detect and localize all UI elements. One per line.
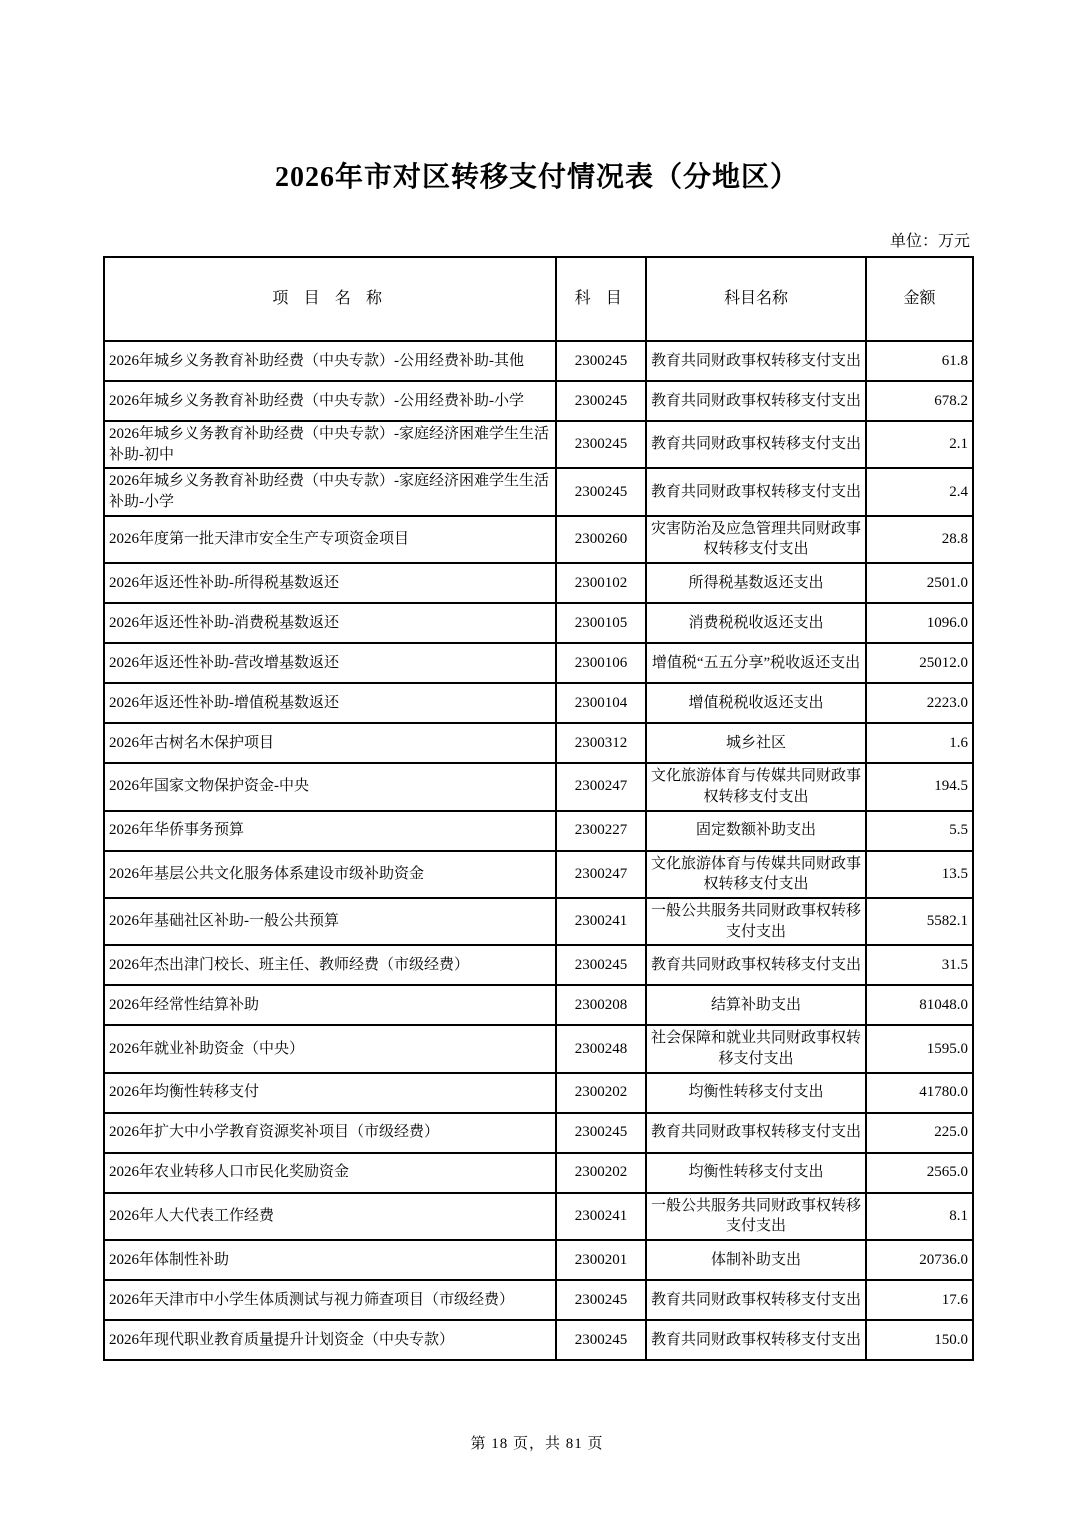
table-row: [104, 1073, 973, 1113]
table-row: [104, 723, 973, 763]
cell-subject-code: 2300202: [556, 1153, 646, 1193]
cell-amount: 1.6: [866, 723, 973, 763]
cell-amount: 2.1: [866, 421, 973, 468]
cell-amount: 25012.0: [866, 643, 973, 683]
cell-subject-code: 2300202: [556, 1073, 646, 1113]
table-row: [104, 985, 973, 1025]
cell-project-name: 2026年国家文物保护资金-中央: [104, 763, 556, 810]
table-row: [104, 851, 973, 898]
cell-subject-name: 增值税“五五分享”税收返还支出: [646, 643, 866, 683]
header-subject-code: 科 目: [556, 257, 646, 341]
header-subject-name: 科目名称: [646, 257, 866, 341]
cell-subject-code: 2300227: [556, 811, 646, 851]
cell-amount: 31.5: [866, 945, 973, 985]
cell-subject-code: 2300245: [556, 1280, 646, 1320]
cell-project-name: 2026年城乡义务教育补助经费（中央专款）-公用经费补助-小学: [104, 381, 556, 421]
cell-project-name: 2026年就业补助资金（中央）: [104, 1025, 556, 1072]
cell-amount: 17.6: [866, 1280, 973, 1320]
cell-project-name: 2026年返还性补助-增值税基数返还: [104, 683, 556, 723]
cell-amount: 2501.0: [866, 563, 973, 603]
cell-subject-code: 2300104: [556, 683, 646, 723]
table-row: [104, 1193, 973, 1240]
cell-subject-code: 2300247: [556, 851, 646, 898]
cell-subject-code: 2300245: [556, 421, 646, 468]
table-row: [104, 1025, 973, 1072]
cell-project-name: 2026年基础社区补助-一般公共预算: [104, 898, 556, 945]
cell-amount: 678.2: [866, 381, 973, 421]
cell-project-name: 2026年返还性补助-营改增基数返还: [104, 643, 556, 683]
cell-subject-code: 2300245: [556, 468, 646, 515]
table-row: [104, 516, 973, 563]
table-row: [104, 763, 973, 810]
table-row: [104, 341, 973, 381]
cell-amount: 61.8: [866, 341, 973, 381]
cell-subject-name: 社会保障和就业共同财政事权转移支付支出: [646, 1025, 866, 1072]
table-row: [104, 1280, 973, 1320]
cell-amount: 20736.0: [866, 1240, 973, 1280]
table-row: [104, 563, 973, 603]
cell-amount: 2223.0: [866, 683, 973, 723]
cell-project-name: 2026年古树名木保护项目: [104, 723, 556, 763]
table-body: [104, 341, 973, 1360]
cell-subject-code: 2300106: [556, 643, 646, 683]
cell-project-name: 2026年城乡义务教育补助经费（中央专款）-家庭经济困难学生生活补助-初中: [104, 421, 556, 468]
cell-subject-name: 教育共同财政事权转移支付支出: [646, 1280, 866, 1320]
cell-project-name: 2026年城乡义务教育补助经费（中央专款）-公用经费补助-其他: [104, 341, 556, 381]
cell-subject-code: 2300245: [556, 1320, 646, 1360]
transfer-payment-table: [103, 256, 974, 1361]
cell-subject-code: 2300245: [556, 381, 646, 421]
cell-subject-code: 2300201: [556, 1240, 646, 1280]
cell-subject-code: 2300105: [556, 603, 646, 643]
table-area: [103, 228, 972, 1361]
cell-amount: 194.5: [866, 763, 973, 810]
cell-project-name: 2026年基层公共文化服务体系建设市级补助资金: [104, 851, 556, 898]
table-row: [104, 945, 973, 985]
cell-project-name: 2026年华侨事务预算: [104, 811, 556, 851]
cell-subject-code: 2300260: [556, 516, 646, 563]
cell-subject-name: 教育共同财政事权转移支付支出: [646, 468, 866, 515]
cell-subject-name: 增值税税收返还支出: [646, 683, 866, 723]
unit-label: 单位：万元: [889, 233, 970, 250]
cell-project-name: 2026年杰出津门校长、班主任、教师经费（市级经费）: [104, 945, 556, 985]
cell-subject-code: 2300312: [556, 723, 646, 763]
cell-project-name: 2026年农业转移人口市民化奖励资金: [104, 1153, 556, 1193]
table-row: [104, 603, 973, 643]
table-row: [104, 468, 973, 515]
cell-amount: 28.8: [866, 516, 973, 563]
table-row: [104, 381, 973, 421]
page-title: 2026年市对区转移支付情况表（分地区）: [274, 162, 799, 193]
table-row: [104, 811, 973, 851]
cell-subject-name: 教育共同财政事权转移支付支出: [646, 1320, 866, 1360]
cell-subject-name: 文化旅游体育与传媒共同财政事权转移支付支出: [646, 763, 866, 810]
cell-project-name: 2026年均衡性转移支付: [104, 1073, 556, 1113]
cell-amount: 5.5: [866, 811, 973, 851]
cell-subject-name: 教育共同财政事权转移支付支出: [646, 381, 866, 421]
table-row: [104, 1240, 973, 1280]
cell-amount: 8.1: [866, 1193, 973, 1240]
cell-amount: 2565.0: [866, 1153, 973, 1193]
cell-project-name: 2026年现代职业教育质量提升计划资金（中央专款）: [104, 1320, 556, 1360]
cell-subject-name: 教育共同财政事权转移支付支出: [646, 341, 866, 381]
cell-subject-name: 教育共同财政事权转移支付支出: [646, 1113, 866, 1153]
cell-project-name: 2026年人大代表工作经费: [104, 1193, 556, 1240]
table-row: [104, 643, 973, 683]
cell-project-name: 2026年城乡义务教育补助经费（中央专款）-家庭经济困难学生生活补助-小学: [104, 468, 556, 515]
cell-subject-name: 均衡性转移支付支出: [646, 1153, 866, 1193]
cell-subject-code: 2300247: [556, 763, 646, 810]
cell-subject-code: 2300248: [556, 1025, 646, 1072]
cell-subject-code: 2300102: [556, 563, 646, 603]
cell-amount: 13.5: [866, 851, 973, 898]
cell-subject-code: 2300241: [556, 898, 646, 945]
cell-amount: 1595.0: [866, 1025, 973, 1072]
cell-subject-code: 2300245: [556, 945, 646, 985]
cell-amount: 81048.0: [866, 985, 973, 1025]
cell-amount: 5582.1: [866, 898, 973, 945]
cell-subject-name: 所得税基数返还支出: [646, 563, 866, 603]
cell-amount: 2.4: [866, 468, 973, 515]
cell-project-name: 2026年经常性结算补助: [104, 985, 556, 1025]
cell-subject-name: 均衡性转移支付支出: [646, 1073, 866, 1113]
page-number: 第 18 页，共 81 页: [470, 1436, 604, 1452]
cell-subject-name: 消费税税收返还支出: [646, 603, 866, 643]
cell-project-name: 2026年返还性补助-消费税基数返还: [104, 603, 556, 643]
cell-subject-code: 2300245: [556, 341, 646, 381]
cell-project-name: 2026年扩大中小学教育资源奖补项目（市级经费）: [104, 1113, 556, 1153]
cell-subject-name: 灾害防治及应急管理共同财政事权转移支付支出: [646, 516, 866, 563]
cell-subject-name: 教育共同财政事权转移支付支出: [646, 945, 866, 985]
cell-amount: 225.0: [866, 1113, 973, 1153]
table-row: [104, 683, 973, 723]
table-row: [104, 898, 973, 945]
cell-subject-code: 2300208: [556, 985, 646, 1025]
cell-subject-name: 文化旅游体育与传媒共同财政事权转移支付支出: [646, 851, 866, 898]
header-project-name: 项 目 名 称: [104, 257, 556, 341]
table-row: [104, 1113, 973, 1153]
table-row: [104, 1153, 973, 1193]
cell-project-name: 2026年度第一批天津市安全生产专项资金项目: [104, 516, 556, 563]
cell-project-name: 2026年天津市中小学生体质测试与视力筛查项目（市级经费）: [104, 1280, 556, 1320]
table-row: [104, 421, 973, 468]
cell-subject-name: 结算补助支出: [646, 985, 866, 1025]
cell-project-name: 2026年返还性补助-所得税基数返还: [104, 563, 556, 603]
cell-subject-name: 城乡社区: [646, 723, 866, 763]
cell-subject-name: 一般公共服务共同财政事权转移支付支出: [646, 898, 866, 945]
cell-project-name: 2026年体制性补助: [104, 1240, 556, 1280]
cell-subject-name: 一般公共服务共同财政事权转移支付支出: [646, 1193, 866, 1240]
header-amount: 金额: [866, 257, 973, 341]
cell-amount: 1096.0: [866, 603, 973, 643]
table-row: [104, 1320, 973, 1360]
cell-subject-code: 2300241: [556, 1193, 646, 1240]
table-header-row: [104, 257, 973, 341]
cell-subject-name: 固定数额补助支出: [646, 811, 866, 851]
cell-subject-name: 教育共同财政事权转移支付支出: [646, 421, 866, 468]
cell-subject-name: 体制补助支出: [646, 1240, 866, 1280]
cell-subject-code: 2300245: [556, 1113, 646, 1153]
cell-amount: 150.0: [866, 1320, 973, 1360]
cell-amount: 41780.0: [866, 1073, 973, 1113]
